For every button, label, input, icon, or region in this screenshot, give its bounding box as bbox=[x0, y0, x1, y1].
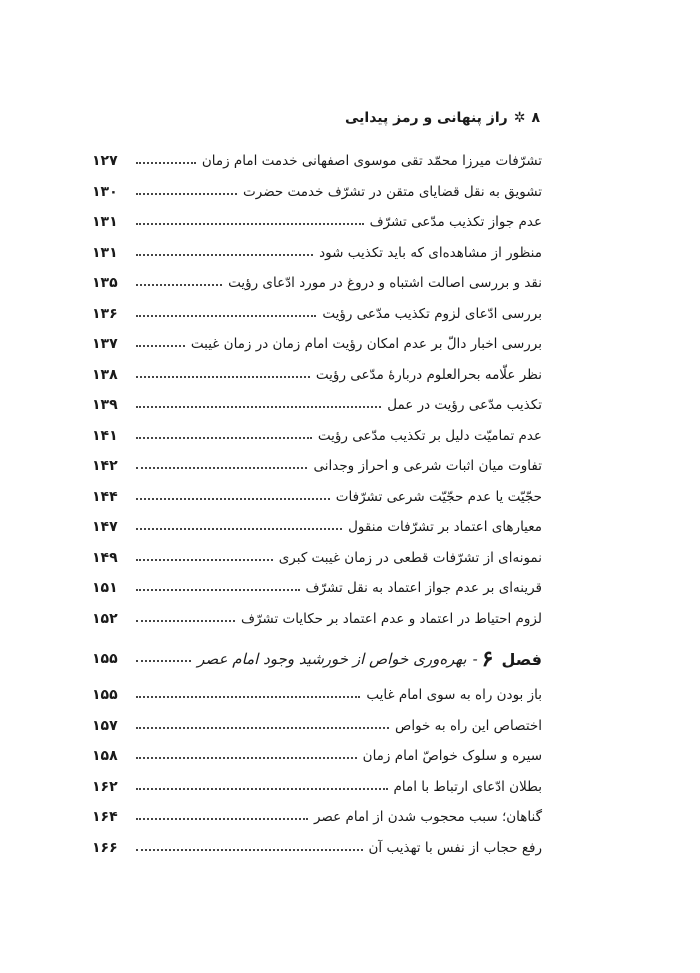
dot-leader bbox=[136, 696, 360, 698]
toc-row bbox=[92, 268, 542, 299]
dot-leader bbox=[136, 345, 185, 347]
toc-entry-title: لزوم احتیاط در اعتماد و عدم اعتماد بر حکایات تشرّف bbox=[240, 610, 542, 627]
dot-leader bbox=[136, 376, 310, 378]
toc-row bbox=[92, 680, 542, 711]
toc-entry-page: ۱۵۲ bbox=[92, 610, 118, 627]
toc-entry-title: حجّیّت یا عدم حجّیّت شرعی تشرّفات bbox=[335, 488, 542, 505]
toc-entry-page: ۱۲۷ bbox=[92, 153, 118, 170]
toc-entry-page: ۱۳۰ bbox=[92, 183, 118, 200]
toc-entry-page: ۱۴۹ bbox=[92, 549, 118, 566]
toc-entry-title: اختصاص این راه به خواص bbox=[395, 717, 542, 734]
chapter-number: ۶ bbox=[481, 646, 494, 672]
toc-row bbox=[92, 573, 542, 604]
toc-entry-page: ۱۳۸ bbox=[92, 366, 118, 383]
toc-entry-title: باز بودن راه به سوی امام غایب bbox=[366, 687, 542, 704]
toc-row bbox=[92, 833, 542, 864]
dot-leader bbox=[136, 223, 364, 225]
dot-leader bbox=[136, 589, 300, 591]
dot-leader bbox=[136, 818, 308, 820]
toc-entry-title: بررسی اخبار دالّ بر عدم امکان رؤیت امام زمان در زمان غیبت bbox=[190, 336, 542, 353]
chapter-heading bbox=[92, 642, 542, 676]
toc-row bbox=[92, 772, 542, 803]
dot-leader bbox=[136, 437, 312, 439]
toc-entry-page: ۱۴۱ bbox=[92, 427, 118, 444]
toc-entry-page: ۱۵۸ bbox=[92, 748, 118, 765]
toc-entry-page: ۱۶۲ bbox=[92, 778, 118, 795]
dot-leader bbox=[136, 849, 363, 851]
dot-leader bbox=[136, 193, 237, 195]
toc-row bbox=[92, 360, 542, 391]
toc-row bbox=[92, 802, 542, 833]
toc-entry-page: ۱۳۹ bbox=[92, 397, 118, 414]
toc-entry-page: ۱۵۷ bbox=[92, 717, 118, 734]
dot-leader bbox=[136, 467, 307, 469]
toc-entry-title: تشرّفات میرزا محمّد تقی موسوی اصفهانی خدمت امام زمان bbox=[201, 153, 542, 170]
dot-leader bbox=[136, 498, 330, 500]
toc-entry-title: سیره و سلوک خواصّ امام زمان bbox=[362, 748, 542, 765]
toc-row bbox=[92, 299, 542, 330]
toc-entry-title: رفع حجاب از نفس با تهذیب آن bbox=[368, 839, 542, 856]
dot-leader bbox=[136, 660, 191, 662]
toc-entry-title: نقد و بررسی اصالت اشتباه و دروغ در مورد ادّعای رؤیت bbox=[228, 275, 542, 292]
toc-entry-page: ۱۴۲ bbox=[92, 458, 118, 475]
toc-entry-page: ۱۴۷ bbox=[92, 519, 118, 536]
header-page-number: ۸ bbox=[531, 110, 540, 126]
toc-entry-page: ۱۳۱ bbox=[92, 244, 118, 261]
toc-row bbox=[92, 451, 542, 482]
toc-entry-page: ۱۴۴ bbox=[92, 488, 118, 505]
toc-entry-title: عدم تمامیّت دلیل بر تکذیب مدّعی رؤیت bbox=[317, 427, 542, 444]
toc-row bbox=[92, 604, 542, 635]
toc-entry-title: معیارهای اعتماد بر تشرّفات منقول bbox=[348, 519, 542, 536]
toc-entry-page: ۱۶۴ bbox=[92, 809, 118, 826]
dot-leader bbox=[136, 757, 357, 759]
toc-entry-title: تکذیب مدّعی رؤیت در عمل bbox=[387, 397, 542, 414]
toc-row bbox=[92, 238, 542, 269]
dot-leader bbox=[136, 727, 389, 729]
toc-entry-page: ۱۳۱ bbox=[92, 214, 118, 231]
chapter-dash: - bbox=[472, 650, 478, 668]
toc-entry-title: تشویق به نقل قضایای متقن در تشرّف خدمت حضرت bbox=[243, 183, 542, 200]
toc-row bbox=[92, 543, 542, 574]
toc-entry-title: قرینه‌ای بر عدم جواز اعتماد به نقل تشرّف bbox=[305, 580, 542, 597]
toc-entry-page: ۱۵۱ bbox=[92, 580, 118, 597]
toc-row bbox=[92, 512, 542, 543]
toc-entry-title: بررسی ادّعای لزوم تکذیب مدّعی رؤیت bbox=[322, 305, 542, 322]
toc-entry-page: ۱۶۶ bbox=[92, 839, 118, 856]
toc-entry-page: ۱۳۶ bbox=[92, 305, 118, 322]
header-book-title: راز پنهانی و رمز پیدایی bbox=[344, 110, 508, 126]
toc-entry-title: نمونه‌ای از تشرّفات قطعی در زمان غیبت کبری bbox=[278, 549, 542, 566]
toc-row bbox=[92, 390, 542, 421]
dot-leader bbox=[136, 788, 388, 790]
chapter-page: ۱۵۵ bbox=[92, 651, 118, 667]
toc-row bbox=[92, 741, 542, 772]
dot-leader bbox=[136, 315, 316, 317]
toc-entry-title: عدم جواز تکذیب مدّعی تشرّف bbox=[369, 214, 542, 231]
toc-list-part2 bbox=[92, 680, 542, 863]
running-header bbox=[345, 110, 540, 126]
toc-entry-title: بطلان ادّعای ارتباط با امام bbox=[393, 778, 542, 795]
toc-entry-title: تفاوت میان اثبات شرعی و احراز وجدانی bbox=[313, 458, 542, 475]
toc-list-part1 bbox=[92, 146, 542, 634]
toc-entry-title: نظر علّامه بحرالعلوم دربارهٔ مدّعی رؤیت bbox=[315, 366, 542, 383]
toc-row bbox=[92, 207, 542, 238]
dot-leader bbox=[136, 406, 381, 408]
toc-entry-title: گناهان؛ سبب محجوب شدن از امام عصر bbox=[313, 809, 542, 826]
chapter-label: فصل bbox=[501, 649, 542, 669]
toc-entry-page: ۱۳۵ bbox=[92, 275, 118, 292]
toc-row bbox=[92, 711, 542, 742]
toc-entry-title: منظور از مشاهده‌ای که باید تکذیب شود bbox=[319, 244, 542, 261]
toc-entry-page: ۱۳۷ bbox=[92, 336, 118, 353]
dot-leader bbox=[136, 528, 342, 530]
toc-row bbox=[92, 482, 542, 513]
toc-row bbox=[92, 146, 542, 177]
header-separator: ✲ bbox=[513, 110, 526, 126]
dot-leader bbox=[136, 284, 222, 286]
dot-leader bbox=[136, 559, 273, 561]
toc-row bbox=[92, 329, 542, 360]
toc-entry-page: ۱۵۵ bbox=[92, 687, 118, 704]
dot-leader bbox=[136, 620, 235, 622]
dot-leader bbox=[136, 254, 313, 256]
chapter-title: بهره‌وری خواص از خورشید وجود امام عصر bbox=[197, 650, 467, 668]
toc-row bbox=[92, 177, 542, 208]
toc-row bbox=[92, 421, 542, 452]
dot-leader bbox=[136, 162, 196, 164]
